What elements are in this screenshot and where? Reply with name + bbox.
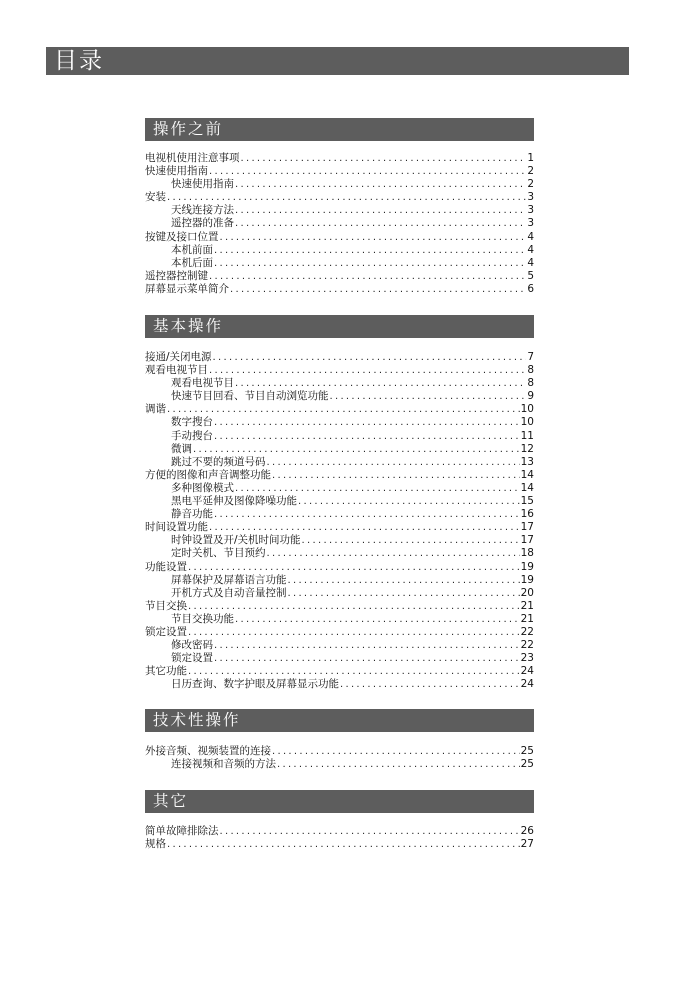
toc-entry-page: 3: [527, 191, 534, 204]
toc-entry-title: 节目交换: [145, 599, 187, 612]
toc-entry-title: 观看电视节目: [171, 377, 234, 390]
toc-entry-title: 修改密码: [171, 639, 213, 652]
toc-entry-page: 4: [527, 243, 534, 256]
toc-entry-page: 18: [520, 547, 534, 560]
dot-leader: [209, 165, 526, 178]
dot-leader: [235, 613, 520, 626]
toc-entry-title: 规格: [145, 838, 166, 851]
toc-entry-page: 2: [527, 165, 534, 178]
dot-leader: [188, 665, 520, 678]
toc-entry-page: 21: [520, 599, 534, 612]
section-title: 其它: [153, 792, 189, 810]
toc-entry: [145, 626, 534, 639]
toc-entry-title: 日历查询、数字护眼及屏幕显示功能: [171, 678, 339, 691]
dot-leader: [188, 561, 520, 574]
toc-entry: [145, 534, 534, 547]
dot-leader: [188, 600, 520, 613]
toc-section-before-operation: [145, 118, 534, 296]
dot-leader: [230, 283, 526, 296]
toc-entry: [145, 561, 534, 574]
toc-entry-title: 功能设置: [145, 560, 187, 573]
dot-leader: [298, 495, 520, 508]
toc-entry-title: 快速节目回看、节目自动浏览功能: [171, 390, 329, 403]
dot-leader: [235, 482, 520, 495]
toc-entry-page: 8: [527, 377, 534, 390]
dot-leader: [214, 416, 520, 429]
dot-leader: [214, 652, 520, 665]
toc-section-technical-operation: [145, 709, 534, 771]
toc-section-other: [145, 790, 534, 851]
dot-leader: [167, 191, 526, 204]
toc-entry-title: 屏幕保护及屏幕语言功能: [171, 573, 287, 586]
dot-leader: [167, 838, 520, 851]
toc-entry-page: 8: [527, 364, 534, 377]
toc-entry: [145, 204, 534, 217]
toc-entry: [145, 283, 534, 296]
toc-entry: [145, 639, 534, 652]
dot-leader: [235, 377, 526, 390]
dot-leader: [340, 678, 520, 691]
toc-entry: [145, 390, 534, 403]
toc-entry-page: 12: [520, 442, 534, 455]
toc-entry-title: 开机方式及自动音量控制: [171, 586, 287, 599]
dot-leader: [272, 469, 520, 482]
toc-entry: [145, 508, 534, 521]
toc-entry-page: 4: [527, 230, 534, 243]
toc-entry: [145, 403, 534, 416]
toc-entry-page: 21: [520, 612, 534, 625]
toc-entry: [145, 521, 534, 534]
toc-entry: [145, 191, 534, 204]
toc-entry: [145, 270, 534, 283]
toc-entry: [145, 600, 534, 613]
section-title: 操作之前: [153, 120, 224, 138]
dot-leader: [288, 587, 520, 600]
toc-entry-title: 其它功能: [145, 665, 187, 678]
toc-entry: [145, 152, 534, 165]
toc-entry: [145, 652, 534, 665]
toc-entry: [145, 547, 534, 560]
toc-entry-title: 跳过不要的频道号码: [171, 455, 266, 468]
toc-entry: [145, 178, 534, 191]
toc-entry: [145, 482, 534, 495]
toc-entry-title: 微调: [171, 442, 192, 455]
toc-entry-page: 20: [520, 586, 534, 599]
toc-entry-title: 按键及接口位置: [145, 230, 219, 243]
toc-entry-page: 3: [527, 204, 534, 217]
dot-leader: [214, 244, 526, 257]
toc-entry-title: 简单故障排除法: [145, 825, 219, 837]
dot-leader: [267, 456, 520, 469]
toc-entry-title: 本机后面: [171, 256, 213, 269]
section-heading: [145, 118, 534, 141]
toc-entry: [145, 377, 534, 390]
dot-leader: [214, 257, 526, 270]
toc-entry-page: 25: [520, 758, 534, 771]
section-heading: [145, 709, 534, 732]
toc-entry-page: 13: [520, 455, 534, 468]
toc-entry: [145, 665, 534, 678]
toc-entry: [145, 745, 534, 758]
toc-entry-title: 快速使用指南: [145, 165, 208, 178]
dot-leader: [235, 217, 526, 230]
dot-leader: [188, 626, 520, 639]
toc-entry-title: 观看电视节目: [145, 364, 208, 377]
toc-entry-title: 多种图像模式: [171, 481, 234, 494]
toc-entry-page: 19: [520, 560, 534, 573]
toc-entry-page: 25: [520, 745, 534, 757]
toc-entry-page: 5: [527, 269, 534, 282]
dot-leader: [277, 758, 520, 771]
dot-leader: [213, 351, 527, 364]
toc-entry-title: 手动搜台: [171, 429, 213, 442]
dot-leader: [209, 270, 526, 283]
dot-leader: [330, 390, 527, 403]
toc-entry-title: 接通/关闭电源: [145, 351, 212, 363]
toc-entry: [145, 758, 534, 771]
toc-entry: [145, 257, 534, 270]
toc-entry: [145, 678, 534, 691]
toc-entry-title: 时间设置功能: [145, 521, 208, 534]
toc-entry-title: 静音功能: [171, 508, 213, 521]
toc-entry-page: 14: [520, 481, 534, 494]
toc-entry-page: 16: [520, 508, 534, 521]
toc-entry-title: 时钟设置及开/关机时间功能: [171, 534, 301, 547]
toc-entry: [145, 456, 534, 469]
toc-entry-page: 14: [520, 468, 534, 481]
toc-entry: [145, 495, 534, 508]
toc-entry-page: 19: [520, 573, 534, 586]
toc-entry: [145, 574, 534, 587]
toc-entry: [145, 217, 534, 230]
dot-leader: [220, 825, 520, 838]
toc-entry: [145, 587, 534, 600]
toc-entry: [145, 838, 534, 851]
dot-leader: [302, 534, 520, 547]
toc-entry: [145, 416, 534, 429]
toc-entry: [145, 430, 534, 443]
toc-entry-title: 数字搜台: [171, 416, 213, 429]
toc-entry-page: 22: [520, 625, 534, 638]
toc-entry-page: 11: [520, 429, 534, 442]
toc-entry-list: [145, 351, 534, 691]
dot-leader: [241, 152, 527, 165]
toc-entry-title: 调谐: [145, 403, 166, 416]
toc-entry-page: 10: [520, 416, 534, 429]
toc-entry-title: 锁定设置: [171, 652, 213, 665]
toc-entry: [145, 351, 534, 364]
toc-entry-title: 锁定设置: [145, 625, 187, 638]
toc-section-basic-operation: [145, 315, 534, 691]
toc-entry: [145, 613, 534, 626]
dot-leader: [167, 403, 520, 416]
dot-leader: [214, 430, 520, 443]
toc-entry-page: 3: [527, 217, 534, 230]
toc-entry: [145, 244, 534, 257]
toc-entry-title: 快速使用指南: [171, 178, 234, 191]
dot-leader: [267, 547, 520, 560]
toc-entry-page: 4: [527, 256, 534, 269]
toc-entry-page: 7: [527, 351, 534, 363]
toc-entry-title: 节目交换功能: [171, 612, 234, 625]
toc-entry-title: 定时关机、节目预约: [171, 547, 266, 560]
toc-entry: [145, 165, 534, 178]
toc-entry-page: 17: [520, 534, 534, 547]
dot-leader: [209, 521, 520, 534]
page-title: 目录: [54, 48, 104, 74]
toc-entry-title: 电视机使用注意事项: [145, 152, 240, 164]
toc-entry-title: 连接视频和音频的方法: [171, 758, 276, 771]
toc-entry-title: 屏幕显示菜单简介: [145, 282, 229, 295]
toc-entry-page: 17: [520, 521, 534, 534]
toc-entry-list: [145, 152, 534, 296]
dot-leader: [209, 364, 526, 377]
toc-entry-title: 天线连接方法: [171, 204, 234, 217]
dot-leader: [235, 204, 526, 217]
page-header: [46, 47, 629, 75]
section-title: 基本操作: [153, 317, 224, 335]
toc-entry-page: 15: [520, 495, 534, 508]
toc-entry: [145, 364, 534, 377]
dot-leader: [214, 639, 520, 652]
section-heading: [145, 790, 534, 813]
dot-leader: [235, 178, 526, 191]
toc-entry-page: 2: [527, 178, 534, 191]
toc-entry-page: 22: [520, 639, 534, 652]
toc-entry-title: 安装: [145, 191, 166, 204]
dot-leader: [214, 508, 520, 521]
toc-entry-page: 1: [527, 152, 534, 164]
toc-entry: [145, 469, 534, 482]
toc-entry-page: 10: [520, 403, 534, 416]
toc-entry-page: 27: [520, 838, 534, 851]
toc-entry-page: 26: [520, 825, 534, 837]
toc-entry-list: [145, 745, 534, 771]
toc-entry-list: [145, 825, 534, 851]
toc-entry-page: 24: [520, 678, 534, 691]
dot-leader: [220, 231, 527, 244]
section-title: 技术性操作: [153, 711, 241, 729]
toc-entry-title: 黑电平延伸及图像降噪功能: [171, 495, 297, 508]
toc-entry-title: 遥控器的准备: [171, 217, 234, 230]
toc-entry-title: 本机前面: [171, 243, 213, 256]
toc-entry: [145, 443, 534, 456]
toc-entry-page: 9: [527, 390, 534, 403]
toc-entry-title: 方便的图像和声音调整功能: [145, 468, 271, 481]
toc-entry-title: 外接音频、视频装置的连接: [145, 745, 271, 757]
toc-entry-page: 23: [520, 652, 534, 665]
dot-leader: [193, 443, 520, 456]
toc-entry-page: 24: [520, 665, 534, 678]
section-heading: [145, 315, 534, 338]
toc-entry-page: 6: [527, 282, 534, 295]
toc-entry-title: 遥控器控制键: [145, 269, 208, 282]
dot-leader: [272, 745, 520, 758]
toc-entry: [145, 231, 534, 244]
toc-entry: [145, 825, 534, 838]
dot-leader: [288, 574, 520, 587]
